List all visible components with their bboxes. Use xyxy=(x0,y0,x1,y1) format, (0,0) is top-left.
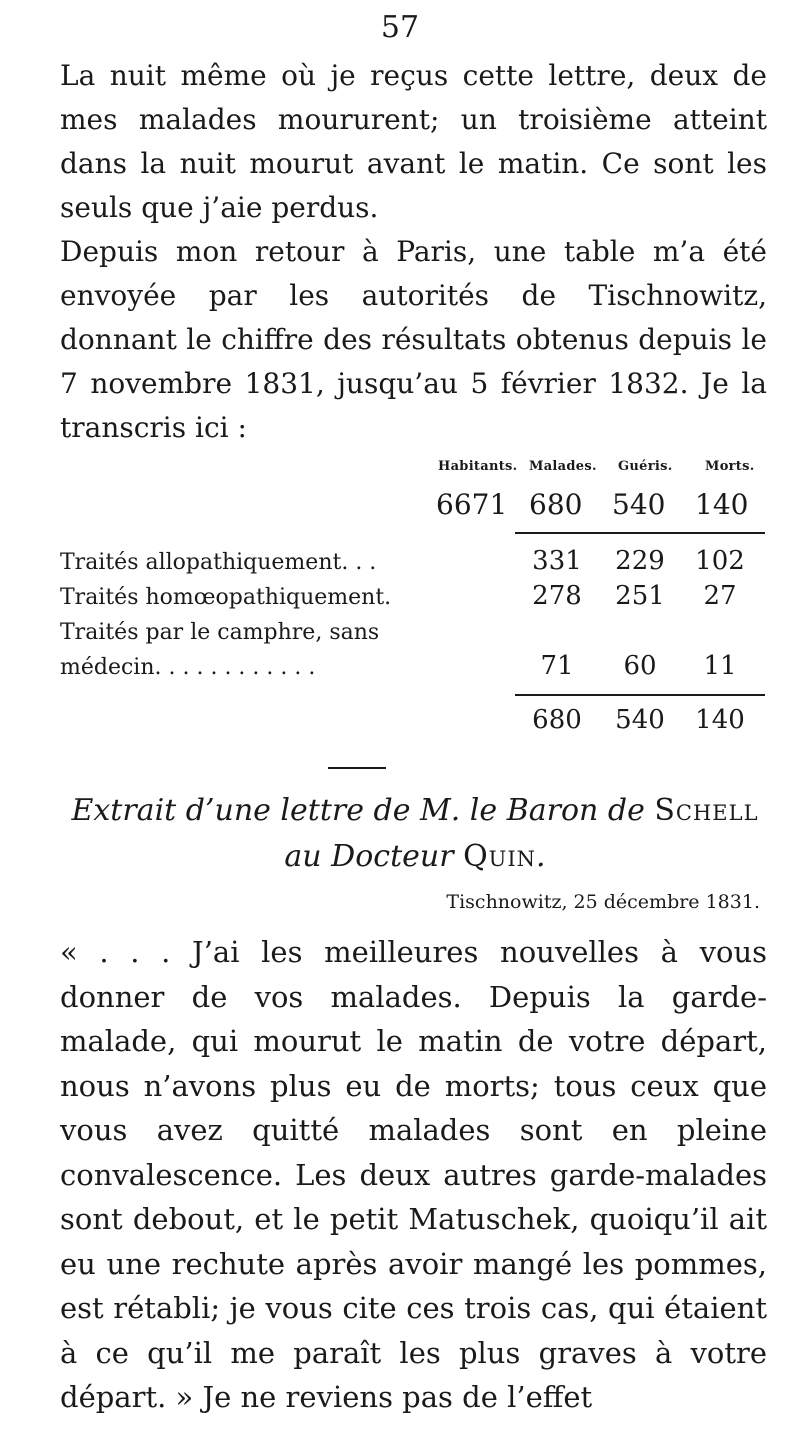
value-gueris: 540 xyxy=(612,488,666,521)
header-malades: Malades. xyxy=(529,459,597,474)
extract-heading-name1: Schell xyxy=(654,793,759,828)
row-label-camphor: Traités par le camphre, sans xyxy=(60,620,380,645)
row-label-camphor-cont: médecin. . . . . . . . . . . . xyxy=(60,655,316,680)
dateline: Tischnowitz, 25 décembre 1831. xyxy=(446,891,760,913)
page-number: 57 xyxy=(380,10,420,45)
letter-text: « . . . J’ai les meilleures nouvelles à vous donner de vos malades. Depuis la garde-malade, qui mourut le matin de votre départ, nous n’avons plus eu de morts; tous ceux que vous avez quitté malades sont en pleine convalescence. Les deux autres garde-malades sont debout, et le petit Matuschek, quoiqu’il ait eu une rechute après avoir mangé les pommes, est rétabli; je vous cite ces trois cas, qui étaient à ce qu’il me paraît les plus graves à votre départ. » Je ne reviens pas de l’effet xyxy=(60,935,767,1414)
total-morts: 140 xyxy=(695,705,745,735)
cell-allopathic-morts: 102 xyxy=(695,546,745,576)
paragraph-2: Depuis mon retour à Paris, une table m’a été envoyée par les autorités de Tischnowitz, donnant le chiffre des résultats obtenus depuis le 7 novembre 1831, jusqu’au 5 février 1832. Je la transcris ici : xyxy=(60,235,767,444)
header-morts: Morts. xyxy=(705,459,755,474)
section-divider xyxy=(328,767,386,769)
total-gueris: 540 xyxy=(615,705,665,735)
extract-heading-prefix: Extrait d’une lettre de M. le Baron de xyxy=(71,793,655,828)
row-label-homeopathic: Traités homœopathiquement. xyxy=(60,585,392,610)
header-habitants: Habitants. xyxy=(438,459,518,474)
value-malades: 680 xyxy=(529,488,583,521)
cell-camphor-malades: 71 xyxy=(540,651,574,681)
value-habitants: 6671 xyxy=(436,488,508,521)
cell-camphor-gueris: 60 xyxy=(623,651,657,681)
value-morts: 140 xyxy=(695,488,749,521)
cell-homeopathic-malades: 278 xyxy=(532,581,582,611)
total-malades: 680 xyxy=(532,705,582,735)
cell-camphor-morts: 11 xyxy=(703,651,737,681)
cell-homeopathic-gueris: 251 xyxy=(615,581,665,611)
extract-heading-name2: Quin xyxy=(463,839,537,874)
cell-allopathic-gueris: 229 xyxy=(615,546,665,576)
cell-homeopathic-morts: 27 xyxy=(703,581,737,611)
extract-heading-middle: au Docteur xyxy=(284,839,464,874)
row-label-allopathic: Traités allopathiquement. . . xyxy=(60,550,377,575)
table-top-rule xyxy=(515,532,765,534)
extract-heading-suffix: . xyxy=(536,839,546,874)
header-gueris: Guéris. xyxy=(618,459,673,474)
extract-heading xyxy=(60,788,770,880)
table-bottom-rule xyxy=(515,694,765,696)
paragraph-1: La nuit même où je reçus cette lettre, deux de mes malades moururent; un troisième atteint dans la nuit mourut avant le matin. Ce sont les seuls que j’aie perdus. xyxy=(60,59,767,224)
cell-allopathic-malades: 331 xyxy=(532,546,582,576)
